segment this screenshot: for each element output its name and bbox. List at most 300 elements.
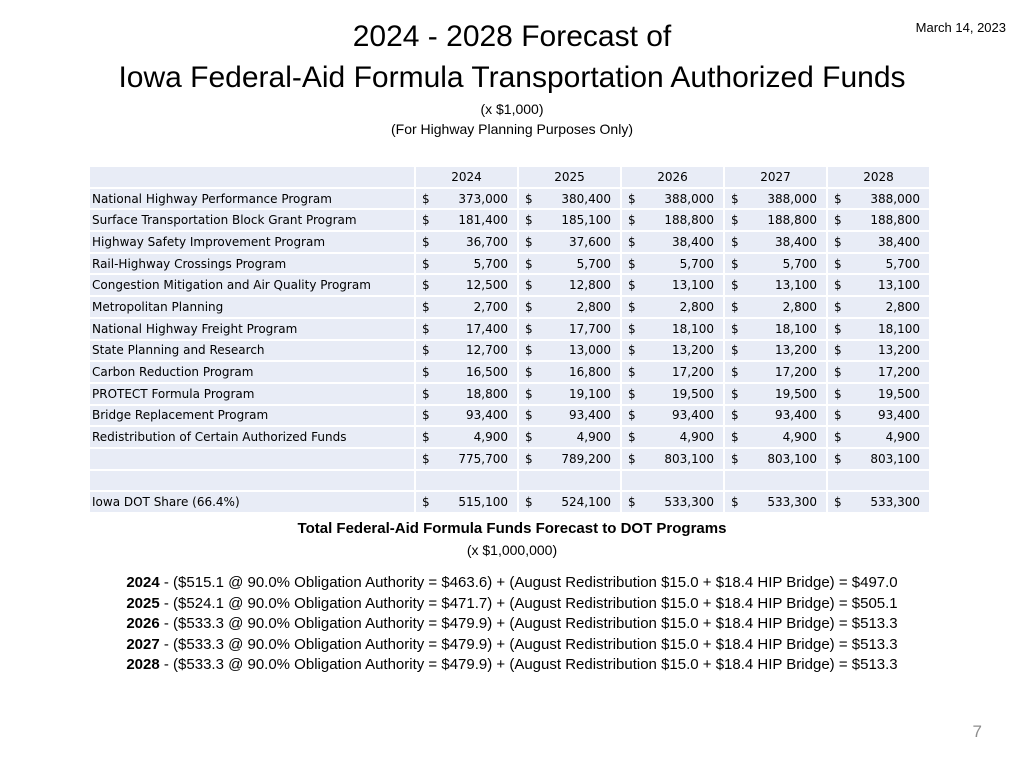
currency-symbol: $ xyxy=(628,430,636,445)
value-cell-box xyxy=(416,495,517,509)
empty-cell xyxy=(622,471,723,491)
currency-symbol: $ xyxy=(525,365,533,380)
value-cell-box xyxy=(622,322,723,336)
currency-symbol: $ xyxy=(628,343,636,358)
purpose-note: (For Highway Planning Purposes Only) xyxy=(391,121,633,137)
value-cell-box xyxy=(416,452,517,466)
currency-symbol: $ xyxy=(834,343,842,358)
currency-symbol: $ xyxy=(422,343,430,358)
value-cell xyxy=(725,406,826,426)
value-cell-box xyxy=(519,192,620,206)
value-cell xyxy=(622,275,723,295)
amount: 4,900 xyxy=(576,430,611,445)
currency-symbol: $ xyxy=(834,495,842,510)
value-cell-box xyxy=(622,300,723,314)
amount: 17,200 xyxy=(878,365,920,380)
amount: 803,100 xyxy=(664,451,714,466)
value-cell-box xyxy=(828,452,929,466)
value-cell-box xyxy=(725,430,826,444)
value-cell xyxy=(416,384,517,404)
currency-symbol: $ xyxy=(834,408,842,423)
currency-symbol: $ xyxy=(628,191,636,206)
value-cell-box xyxy=(416,213,517,227)
program-row xyxy=(90,297,929,317)
calc-year: 2028 xyxy=(126,656,160,674)
program-row xyxy=(90,210,929,230)
amount: 2,800 xyxy=(885,299,920,314)
value-cell xyxy=(828,341,929,361)
value-cell xyxy=(519,362,620,382)
year-header: 2028 xyxy=(828,167,929,187)
calc-year: 2024 xyxy=(126,574,160,591)
value-cell xyxy=(828,189,929,209)
value-cell xyxy=(622,449,723,469)
amount: 2,800 xyxy=(679,299,714,314)
value-cell xyxy=(622,406,723,426)
value-cell-box xyxy=(725,495,826,509)
empty-cell xyxy=(519,471,620,491)
value-cell-box xyxy=(519,452,620,466)
currency-symbol: $ xyxy=(834,278,842,293)
amount: 16,500 xyxy=(466,365,508,380)
value-cell-box xyxy=(622,495,723,509)
value-cell xyxy=(622,297,723,317)
currency-symbol: $ xyxy=(628,408,636,423)
currency-symbol: $ xyxy=(628,256,636,271)
amount: 13,100 xyxy=(775,278,817,293)
calc-line xyxy=(0,655,1024,676)
value-cell-box xyxy=(519,300,620,314)
calc-text: - ($515.1 @ 90.0% Obligation Authority = $463.6) + (August Redistribution $15.0 + $18.4 HIP Bridge) = $497.0 xyxy=(159,574,898,591)
program-label: Rail-Highway Crossings Program xyxy=(90,254,414,274)
amount: 13,200 xyxy=(775,343,817,358)
program-row xyxy=(90,254,929,274)
program-label: Carbon Reduction Program xyxy=(90,362,414,382)
value-cell-box xyxy=(725,452,826,466)
amount: 19,500 xyxy=(775,386,817,401)
value-cell-box xyxy=(622,365,723,379)
amount: 5,700 xyxy=(473,256,508,271)
spacer-row xyxy=(90,471,929,491)
amount: 185,100 xyxy=(561,213,611,228)
currency-symbol: $ xyxy=(731,299,739,314)
value-cell xyxy=(725,232,826,252)
value-cell-box xyxy=(519,365,620,379)
program-label: Redistribution of Certain Authorized Funds xyxy=(90,427,414,447)
currency-symbol: $ xyxy=(834,430,842,445)
calc-lines xyxy=(0,573,1024,676)
amount: 13,000 xyxy=(569,343,611,358)
value-cell xyxy=(416,362,517,382)
currency-symbol: $ xyxy=(731,408,739,423)
value-cell-box xyxy=(725,343,826,357)
currency-symbol: $ xyxy=(422,386,430,401)
currency-symbol: $ xyxy=(422,321,430,336)
value-cell-box xyxy=(725,278,826,292)
value-cell-box xyxy=(622,192,723,206)
value-cell-box xyxy=(622,387,723,401)
value-cell-box xyxy=(828,278,929,292)
value-cell xyxy=(519,341,620,361)
value-cell-box xyxy=(622,452,723,466)
currency-symbol: $ xyxy=(525,408,533,423)
value-cell-box xyxy=(828,495,929,509)
empty-cell xyxy=(828,471,929,491)
program-label: State Planning and Research xyxy=(90,341,414,361)
amount: 13,200 xyxy=(878,343,920,358)
currency-symbol: $ xyxy=(628,451,636,466)
amount: 93,400 xyxy=(775,408,817,423)
amount: 19,100 xyxy=(569,386,611,401)
amount: 2,800 xyxy=(576,299,611,314)
value-cell-box xyxy=(725,235,826,249)
year-header: 2025 xyxy=(519,167,620,187)
value-cell-box xyxy=(519,343,620,357)
value-cell-box xyxy=(519,387,620,401)
amount: 775,700 xyxy=(458,451,508,466)
value-cell xyxy=(519,492,620,512)
slide-title-line2: Iowa Federal-Aid Formula Transportation Authorized Funds xyxy=(118,61,906,94)
value-cell xyxy=(519,406,620,426)
value-cell xyxy=(622,427,723,447)
amount: 803,100 xyxy=(767,451,817,466)
program-label: Congestion Mitigation and Air Quality Program xyxy=(90,275,414,295)
amount: 13,100 xyxy=(672,278,714,293)
amount: 5,700 xyxy=(782,256,817,271)
value-cell xyxy=(416,275,517,295)
currency-symbol: $ xyxy=(422,234,430,249)
value-cell xyxy=(725,384,826,404)
currency-symbol: $ xyxy=(525,191,533,206)
value-cell xyxy=(725,210,826,230)
value-cell xyxy=(828,362,929,382)
value-cell xyxy=(519,254,620,274)
calc-text: - ($533.3 @ 90.0% Obligation Authority = $479.9) + (August Redistribution $15.0 + $18.4 HIP Bridge) = $513.3 xyxy=(159,635,898,653)
value-cell xyxy=(622,254,723,274)
amount: 38,400 xyxy=(672,234,714,249)
amount: 18,100 xyxy=(672,321,714,336)
value-cell xyxy=(725,449,826,469)
calc-line xyxy=(0,614,1024,635)
value-cell-box xyxy=(828,408,929,422)
currency-symbol: $ xyxy=(628,278,636,293)
value-cell xyxy=(519,210,620,230)
currency-symbol: $ xyxy=(525,495,533,510)
amount: 17,200 xyxy=(775,365,817,380)
amount: 17,400 xyxy=(466,321,508,336)
value-cell-box xyxy=(416,192,517,206)
amount: 4,900 xyxy=(679,430,714,445)
amount: 5,700 xyxy=(679,256,714,271)
value-cell xyxy=(416,297,517,317)
value-cell xyxy=(828,449,929,469)
value-cell-box xyxy=(725,387,826,401)
value-cell xyxy=(828,319,929,339)
value-cell xyxy=(622,362,723,382)
value-cell-box xyxy=(416,430,517,444)
amount: 803,100 xyxy=(870,451,920,466)
calc-text: - ($533.3 @ 90.0% Obligation Authority = $479.9) + (August Redistribution $15.0 + $18.4 HIP Bridge) = $513.3 xyxy=(159,656,898,674)
currency-symbol: $ xyxy=(731,191,739,206)
currency-symbol: $ xyxy=(628,299,636,314)
funds-table xyxy=(88,165,931,514)
currency-symbol: $ xyxy=(731,343,739,358)
value-cell-box xyxy=(416,322,517,336)
currency-symbol: $ xyxy=(525,234,533,249)
value-cell xyxy=(416,189,517,209)
program-label: Surface Transportation Block Grant Program xyxy=(90,210,414,230)
program-row xyxy=(90,341,929,361)
amount: 16,800 xyxy=(569,365,611,380)
value-cell xyxy=(828,384,929,404)
value-cell xyxy=(725,254,826,274)
value-cell xyxy=(416,254,517,274)
value-cell-box xyxy=(725,300,826,314)
value-cell-box xyxy=(725,257,826,271)
program-label: National Highway Performance Program xyxy=(90,189,414,209)
currency-symbol: $ xyxy=(422,408,430,423)
program-row xyxy=(90,406,929,426)
value-cell-box xyxy=(416,343,517,357)
amount: 4,900 xyxy=(782,430,817,445)
value-cell-box xyxy=(622,213,723,227)
amount: 37,600 xyxy=(569,234,611,249)
value-cell-box xyxy=(622,278,723,292)
amount: 181,400 xyxy=(458,213,508,228)
year-header: 2026 xyxy=(622,167,723,187)
value-cell xyxy=(519,384,620,404)
value-cell xyxy=(519,297,620,317)
amount: 533,300 xyxy=(870,495,920,510)
currency-symbol: $ xyxy=(422,278,430,293)
calc-line xyxy=(0,573,1024,594)
currency-symbol: $ xyxy=(422,299,430,314)
value-cell-box xyxy=(519,430,620,444)
amount: 38,400 xyxy=(878,234,920,249)
empty-cell xyxy=(725,471,826,491)
header-row xyxy=(90,167,929,187)
amount: 36,700 xyxy=(466,234,508,249)
value-cell-box xyxy=(725,213,826,227)
currency-symbol: $ xyxy=(525,321,533,336)
amount: 515,100 xyxy=(458,495,508,510)
amount: 373,000 xyxy=(458,191,508,206)
value-cell xyxy=(519,232,620,252)
calc-section-title: Total Federal-Aid Formula Funds Forecast to DOT Programs xyxy=(297,520,727,537)
value-cell-box xyxy=(828,192,929,206)
value-cell xyxy=(416,492,517,512)
amount: 13,200 xyxy=(672,343,714,358)
year-header: 2027 xyxy=(725,167,826,187)
total-row xyxy=(90,449,929,469)
amount: 93,400 xyxy=(672,408,714,423)
value-cell xyxy=(416,449,517,469)
value-cell xyxy=(622,319,723,339)
value-cell-box xyxy=(519,408,620,422)
value-cell-box xyxy=(519,495,620,509)
calc-year: 2027 xyxy=(126,635,160,653)
program-row xyxy=(90,427,929,447)
value-cell-box xyxy=(828,300,929,314)
currency-symbol: $ xyxy=(834,234,842,249)
amount: 188,800 xyxy=(870,213,920,228)
total-label xyxy=(90,449,414,469)
value-cell xyxy=(622,210,723,230)
value-cell-box xyxy=(725,408,826,422)
value-cell xyxy=(622,492,723,512)
value-cell xyxy=(416,427,517,447)
program-row xyxy=(90,384,929,404)
currency-symbol: $ xyxy=(834,321,842,336)
amount: 388,000 xyxy=(767,191,817,206)
amount: 13,100 xyxy=(878,278,920,293)
value-cell-box xyxy=(519,213,620,227)
page-number: 7 xyxy=(972,722,982,741)
program-label: National Highway Freight Program xyxy=(90,319,414,339)
empty-cell xyxy=(90,471,414,491)
value-cell-box xyxy=(828,213,929,227)
value-cell-box xyxy=(725,192,826,206)
amount: 12,500 xyxy=(466,278,508,293)
value-cell xyxy=(416,319,517,339)
currency-symbol: $ xyxy=(731,451,739,466)
program-row xyxy=(90,232,929,252)
value-cell xyxy=(725,362,826,382)
slide-date: March 14, 2023 xyxy=(915,20,1006,35)
currency-symbol: $ xyxy=(422,191,430,206)
program-row xyxy=(90,362,929,382)
value-cell xyxy=(828,275,929,295)
amount: 388,000 xyxy=(664,191,714,206)
value-cell xyxy=(828,406,929,426)
value-cell xyxy=(725,297,826,317)
units-note: (x $1,000) xyxy=(480,101,544,117)
value-cell-box xyxy=(519,322,620,336)
currency-symbol: $ xyxy=(834,386,842,401)
value-cell-box xyxy=(828,343,929,357)
value-cell-box xyxy=(416,278,517,292)
header-blank-cell xyxy=(90,167,414,187)
currency-symbol: $ xyxy=(628,213,636,228)
value-cell-box xyxy=(519,257,620,271)
amount: 93,400 xyxy=(569,408,611,423)
value-cell-box xyxy=(416,257,517,271)
value-cell-box xyxy=(725,322,826,336)
value-cell-box xyxy=(828,387,929,401)
value-cell-box xyxy=(622,408,723,422)
currency-symbol: $ xyxy=(834,191,842,206)
amount: 2,800 xyxy=(782,299,817,314)
currency-symbol: $ xyxy=(731,321,739,336)
currency-symbol: $ xyxy=(628,365,636,380)
value-cell xyxy=(416,232,517,252)
value-cell xyxy=(519,319,620,339)
amount: 19,500 xyxy=(878,386,920,401)
calc-section-units: (x $1,000,000) xyxy=(466,542,558,558)
currency-symbol: $ xyxy=(525,278,533,293)
calc-line xyxy=(0,635,1024,656)
value-cell xyxy=(725,275,826,295)
currency-symbol: $ xyxy=(834,451,842,466)
calc-text: - ($524.1 @ 90.0% Obligation Authority = $471.7) + (August Redistribution $15.0 + $18.4 HIP Bridge) = $505.1 xyxy=(159,594,898,612)
amount: 18,100 xyxy=(775,321,817,336)
value-cell xyxy=(725,319,826,339)
value-cell xyxy=(622,232,723,252)
value-cell xyxy=(828,492,929,512)
value-cell-box xyxy=(828,322,929,336)
currency-symbol: $ xyxy=(731,430,739,445)
amount: 188,800 xyxy=(767,213,817,228)
value-cell xyxy=(828,254,929,274)
amount: 93,400 xyxy=(878,408,920,423)
amount: 533,300 xyxy=(664,495,714,510)
value-cell-box xyxy=(622,235,723,249)
value-cell xyxy=(519,449,620,469)
currency-symbol: $ xyxy=(628,495,636,510)
value-cell xyxy=(828,297,929,317)
amount: 17,200 xyxy=(672,365,714,380)
amount: 4,900 xyxy=(473,430,508,445)
value-cell-box xyxy=(725,365,826,379)
value-cell xyxy=(519,189,620,209)
value-cell xyxy=(725,189,826,209)
currency-symbol: $ xyxy=(834,299,842,314)
value-cell xyxy=(828,427,929,447)
amount: 18,100 xyxy=(878,321,920,336)
value-cell-box xyxy=(416,300,517,314)
empty-cell xyxy=(416,471,517,491)
program-row xyxy=(90,189,929,209)
value-cell-box xyxy=(519,278,620,292)
program-label: PROTECT Formula Program xyxy=(90,384,414,404)
value-cell-box xyxy=(622,257,723,271)
currency-symbol: $ xyxy=(525,213,533,228)
value-cell xyxy=(828,210,929,230)
value-cell-box xyxy=(622,430,723,444)
calc-text: - ($533.3 @ 90.0% Obligation Authority = $479.9) + (August Redistribution $15.0 + $18.4 HIP Bridge) = $513.3 xyxy=(159,615,898,633)
calc-line xyxy=(0,594,1024,615)
value-cell xyxy=(725,492,826,512)
currency-symbol: $ xyxy=(525,256,533,271)
currency-symbol: $ xyxy=(628,386,636,401)
currency-symbol: $ xyxy=(525,451,533,466)
year-header: 2024 xyxy=(416,167,517,187)
amount: 380,400 xyxy=(561,191,611,206)
amount: 18,800 xyxy=(466,386,508,401)
value-cell xyxy=(416,341,517,361)
amount: 5,700 xyxy=(885,256,920,271)
currency-symbol: $ xyxy=(525,430,533,445)
share-label: Iowa DOT Share (66.4%) xyxy=(90,492,414,512)
value-cell-box xyxy=(828,430,929,444)
value-cell xyxy=(622,384,723,404)
share-row xyxy=(90,492,929,512)
value-cell-box xyxy=(416,408,517,422)
currency-symbol: $ xyxy=(525,386,533,401)
value-cell xyxy=(622,189,723,209)
currency-symbol: $ xyxy=(731,234,739,249)
value-cell xyxy=(725,427,826,447)
value-cell xyxy=(416,210,517,230)
value-cell-box xyxy=(416,365,517,379)
amount: 388,000 xyxy=(870,191,920,206)
currency-symbol: $ xyxy=(731,386,739,401)
currency-symbol: $ xyxy=(628,321,636,336)
program-row xyxy=(90,275,929,295)
slide-title-line1: 2024 - 2028 Forecast of xyxy=(352,20,672,53)
amount: 12,800 xyxy=(569,278,611,293)
value-cell xyxy=(519,427,620,447)
